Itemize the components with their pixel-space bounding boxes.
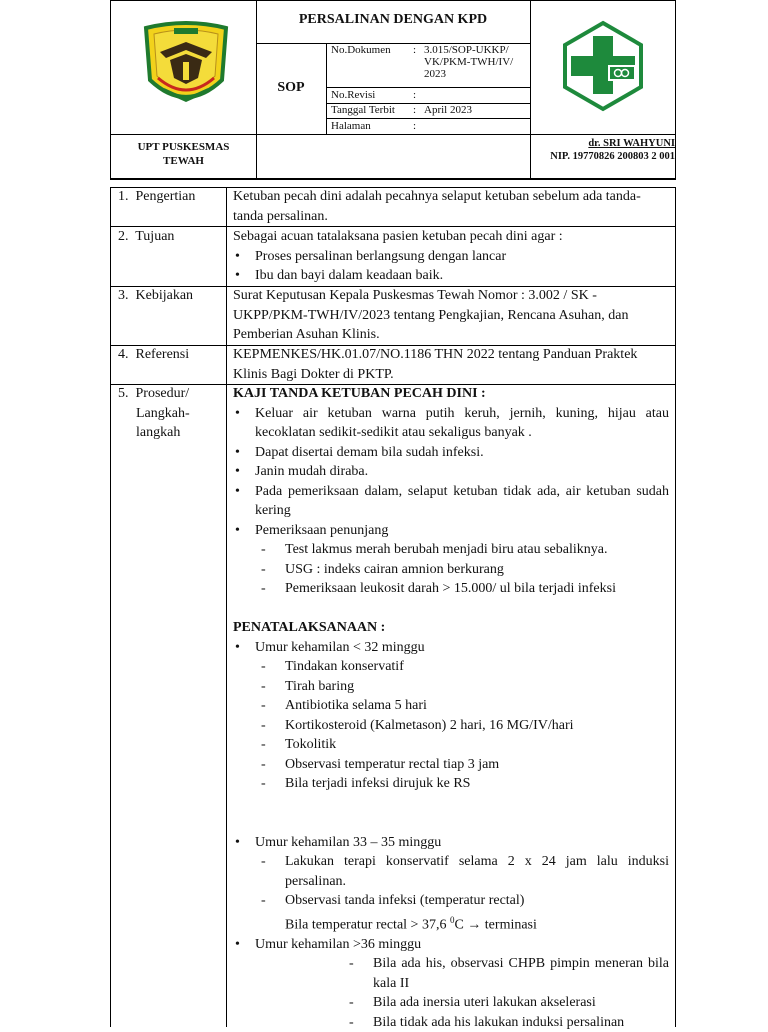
list-item: • Pada pemeriksaan dalam, selaput ketuban tidak ada, air ketuban sudah kering <box>233 482 669 521</box>
sub-list-item: - Bila tidak ada his lakukan induksi persalinan <box>233 1013 669 1032</box>
puskesmas-logo <box>557 20 649 112</box>
header-divider <box>326 43 327 134</box>
meta-value-dokumen: 3.015/SOP-UKKP/ VK/PKM-TWH/IV/ 2023 <box>424 44 514 80</box>
temperature-rule <box>233 911 669 935</box>
temperature-unit: C <box>454 917 468 933</box>
meta-row-divider <box>326 118 530 119</box>
prosedur-content <box>233 384 669 1032</box>
list-item: • Umur kehamilan >36 minggu <box>233 935 669 955</box>
sub-list-item: - Kortikosteroid (Kalmetason) 2 hari, 16 MG/IV/hari <box>233 716 669 736</box>
temperature-action: terminasi <box>481 917 537 933</box>
meta-sep: : <box>413 89 417 101</box>
list-item: • Umur kehamilan 33 – 35 minggu <box>233 833 669 853</box>
list-item: • Ibu dan bayi dalam keadaan baik. <box>233 266 669 286</box>
column-divider <box>226 187 227 1027</box>
meta-label-tanggal: Tanggal Terbit <box>331 104 395 116</box>
row-number: 5. <box>118 386 129 401</box>
kaji-heading: KAJI TANDA KETUBAN PECAH DINI : <box>233 386 486 401</box>
row-label-text: langkah <box>136 425 181 440</box>
sub-list-item: - Tindakan konservatif <box>233 657 669 677</box>
row-label-kebijakan <box>118 286 226 306</box>
header-divider <box>110 178 676 179</box>
regional-emblem-logo <box>140 18 232 114</box>
sub-list-item: - Bila terjadi infeksi dirujuk ke RS <box>233 774 669 794</box>
meta-label-revisi: No.Revisi <box>331 89 376 101</box>
document-title: PERSALINAN DENGAN KPD <box>298 12 488 27</box>
organization-name <box>111 140 256 168</box>
meta-sep: : <box>413 104 417 116</box>
sop-label: SOP <box>277 80 305 95</box>
sub-list-item: - Pemeriksaan leukosit darah > 15.000/ ul bila terjadi infeksi <box>233 579 669 599</box>
org-line-2: TEWAH <box>163 155 204 167</box>
sub-list-item: - Observasi temperatur rectal tiap 3 jam <box>233 755 669 775</box>
sub-list-item: - Antibiotika selama 5 hari <box>233 696 669 716</box>
list-item: • Proses persalinan berlangsung dengan lancar <box>233 247 669 267</box>
sub-list-item: - Bila ada inersia uteri lakukan akselerasi <box>233 993 669 1013</box>
list-item: • Dapat disertai demam bila sudah infeksi. <box>233 443 669 463</box>
signer-name: dr. SRI WAHYUNI <box>588 138 675 149</box>
tujuan-content <box>233 227 669 286</box>
list-item: • Pemeriksaan penunjang <box>233 521 669 541</box>
kebijakan-text: Surat Keputusan Kepala Puskesmas Tewah Nomor : 3.002 / SK - UKPP/PKM-TWH/IV/2023 tentang Pengkajian, Rencana Asuhan, dan Pemberian Asuhan Klinis. <box>233 288 629 342</box>
meta-sep: : <box>413 120 417 132</box>
sub-list-item: - Observasi tanda infeksi (temperatur rectal) <box>233 891 669 911</box>
row-number: 4. <box>118 347 129 362</box>
row-number: 1. <box>118 189 129 204</box>
sub-list-item: - Bila ada his, observasi CHPB pimpin meneran bila kala II <box>233 954 669 993</box>
sub-list-item: - Tirah baring <box>233 677 669 697</box>
row-label-text: Langkah- <box>136 405 190 421</box>
header-divider <box>110 134 676 135</box>
degree-superscript: 0 <box>449 914 455 925</box>
row-label-text: Pengertian <box>135 189 196 204</box>
meta-sep: : <box>413 44 417 56</box>
meta-label-halaman: Halaman <box>331 120 371 132</box>
row-label-referensi <box>118 345 226 365</box>
row-label-text: Referensi <box>135 347 190 362</box>
row-label-text: Tujuan <box>135 229 175 244</box>
temperature-text: Bila temperatur rectal > 37,6 <box>285 917 450 933</box>
row-label-pengertian <box>118 187 226 207</box>
row-number: 3. <box>118 288 129 303</box>
meta-value-tanggal: April 2023 <box>424 104 472 116</box>
sub-list-item: - USG : indeks cairan amnion berkurang <box>233 560 669 580</box>
signature-block <box>531 137 675 163</box>
meta-row-divider <box>326 87 530 88</box>
row-label-tujuan <box>118 227 226 247</box>
tujuan-intro: Sebagai acuan tatalaksana pasien ketuban pecah dini agar : <box>233 229 563 244</box>
sub-list-item: - Lakukan terapi konservatif selama 2 x 24 jam lalu induksi persalinan. <box>233 852 669 891</box>
list-item: • Umur kehamilan < 32 minggu <box>233 638 669 658</box>
row-label-prosedur <box>118 384 226 443</box>
org-line-1: UPT PUSKESMAS <box>137 141 230 153</box>
signer-nip: NIP. 19770826 200803 2 001 <box>550 151 675 162</box>
row-label-text: Kebijakan <box>135 288 194 303</box>
list-item: • Janin mudah diraba. <box>233 462 669 482</box>
row-number: 2. <box>118 229 129 244</box>
pengertian-text: Ketuban pecah dini adalah pecahnya selaput ketuban sebelum ada tanda-tanda persalinan. <box>233 189 641 224</box>
list-item: • Keluar air ketuban warna putih keruh, jernih, kuning, hijau atau kecoklatan sedikit-sedikit atau sekaligus banyak . <box>233 404 669 443</box>
sub-list-item: - Test lakmus merah berubah menjadi biru atau sebaliknya. <box>233 540 669 560</box>
row-label-text: Prosedur/ <box>135 386 190 401</box>
right-arrow-icon: → <box>467 917 482 933</box>
sub-list-item: - Tokolitik <box>233 735 669 755</box>
penatalaksanaan-heading: PENATALAKSANAAN : <box>233 620 386 635</box>
meta-label-dokumen: No.Dokumen <box>331 44 391 56</box>
referensi-text: KEPMENKES/HK.01.07/NO.1186 THN 2022 tentang Panduan Praktek Klinis Bagi Dokter di PKTP. <box>233 347 638 382</box>
